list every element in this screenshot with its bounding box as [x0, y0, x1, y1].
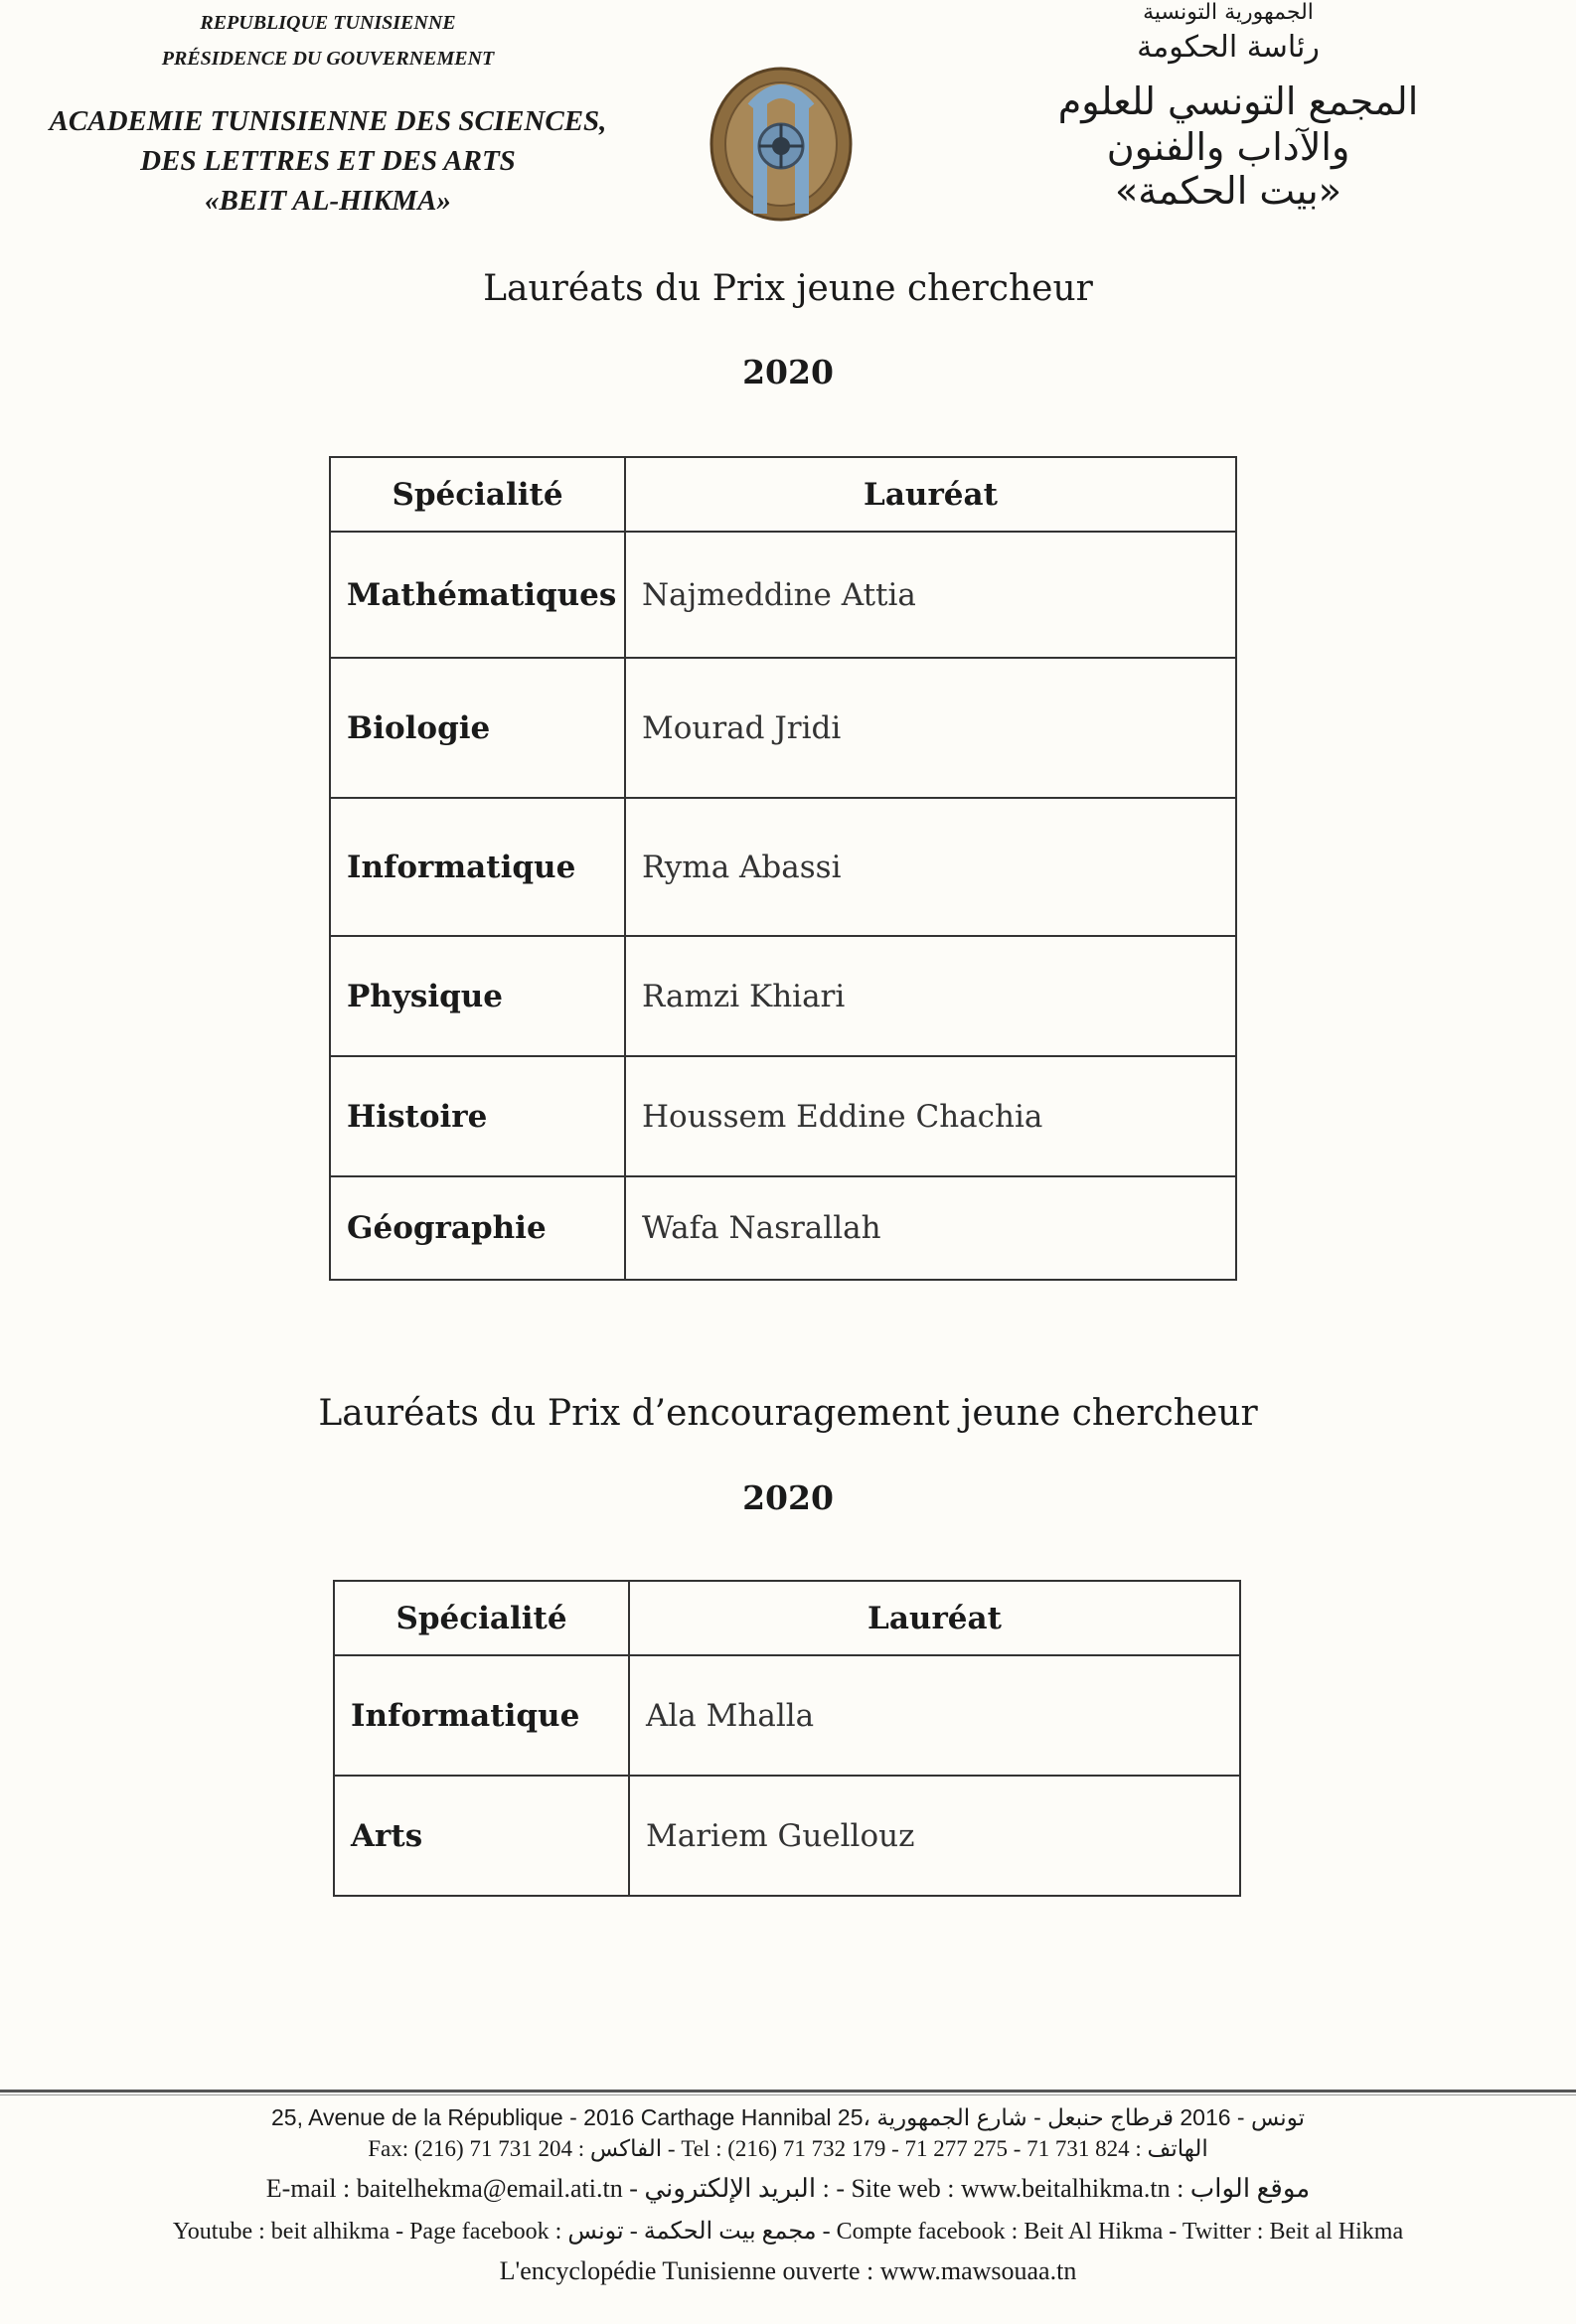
specialite-cell: Biologie [330, 658, 625, 798]
table-row [330, 798, 1236, 936]
specialite-cell: Physique [330, 936, 625, 1056]
specialite-cell: Mathématiques [330, 532, 625, 658]
header-ar-academie: المجمع التونسي للعلوم [1057, 79, 1419, 123]
footer-encyclopedie: L'encyclopédie Tunisienne ouverte : www.mawsouaa.tn [499, 2256, 1077, 2285]
header-ar-lettres-arts: والآداب والفنون [1106, 125, 1350, 169]
table-row [334, 1776, 1240, 1896]
table-row [330, 1056, 1236, 1176]
academy-seal-logo [708, 65, 855, 224]
header-ar-beit-al-hikma: «بيت الحكمة» [1115, 169, 1341, 213]
footer-address: 25, Avenue de la République - 2016 Carthage Hannibal تونس - 2016 قرطاج حنبعل - شارع الجمهورية ،25 [271, 2104, 1305, 2130]
laureat-cell: Ala Mhalla [629, 1655, 1240, 1776]
laureat-cell: Najmeddine Attia [625, 532, 1236, 658]
header-ar-republique: الجمهورية التونسية [1143, 0, 1314, 25]
header-fr-beit-al-hikma: «BEIT AL-HIKMA» [205, 185, 451, 217]
table-header-row [334, 1581, 1240, 1655]
laureats-table-2 [333, 1580, 1241, 1897]
footer-divider [0, 2090, 1576, 2092]
footer-divider-thin [0, 2094, 1576, 2095]
laureat-cell: Wafa Nasrallah [625, 1176, 1236, 1280]
table-row [330, 658, 1236, 798]
laureats-table-1 [329, 456, 1237, 1281]
laureat-cell: Mariem Guellouz [629, 1776, 1240, 1896]
header-ar-presidence: رئاسة الحكومة [1137, 30, 1320, 65]
column-header-laureat: Lauréat [629, 1581, 1240, 1655]
table-row [334, 1655, 1240, 1776]
header-fr-academie: ACADEMIE TUNISIENNE DES SCIENCES, [49, 105, 607, 137]
specialite-cell: Arts [334, 1776, 629, 1896]
specialite-cell: Informatique [330, 798, 625, 936]
laureat-cell: Houssem Eddine Chachia [625, 1056, 1236, 1176]
header-fr-republique: REPUBLIQUE TUNISIENNE [200, 12, 456, 34]
section2-title: Lauréats du Prix d’encouragement jeune chercheur [318, 1393, 1258, 1434]
header-fr-presidence: PRÉSIDENCE DU GOUVERNEMENT [161, 48, 495, 70]
specialite-cell: Informatique [334, 1655, 629, 1776]
header-fr-lettres-arts: DES LETTRES ET DES ARTS [140, 145, 516, 177]
laureat-cell: Mourad Jridi [625, 658, 1236, 798]
column-header-laureat: Lauréat [625, 457, 1236, 532]
column-header-specialite: Spécialité [334, 1581, 629, 1655]
section2-year: 2020 [742, 1478, 834, 1517]
table-row [330, 1176, 1236, 1280]
laureat-cell: Ryma Abassi [625, 798, 1236, 936]
section1-year: 2020 [742, 353, 834, 391]
section1-title: Lauréats du Prix jeune chercheur [483, 268, 1093, 309]
footer-social: Youtube : beit alhikma - Page facebook : مجمع بيت الحكمة - تونس - Compte facebook : Beit Al Hikma - Twitter : Beit al Hikma [172, 2219, 1404, 2245]
specialite-cell: Géographie [330, 1176, 625, 1280]
table-header-row [330, 457, 1236, 532]
footer-phone-fax: Fax: (216) 71 731 204 : الفاكس - Tel : (216) 71 732 179 - 71 277 275 - 71 731 824 : الهاتف [368, 2136, 1208, 2161]
table-row [330, 532, 1236, 658]
specialite-cell: Histoire [330, 1056, 625, 1176]
laureat-cell: Ramzi Khiari [625, 936, 1236, 1056]
column-header-specialite: Spécialité [330, 457, 625, 532]
table-row [330, 936, 1236, 1056]
footer-email-site: E-mail : baitelhekma@email.ati.tn - البريد الإلكتروني : - Site web : www.beitalhikma.tn : موقع الواب [265, 2174, 1311, 2203]
